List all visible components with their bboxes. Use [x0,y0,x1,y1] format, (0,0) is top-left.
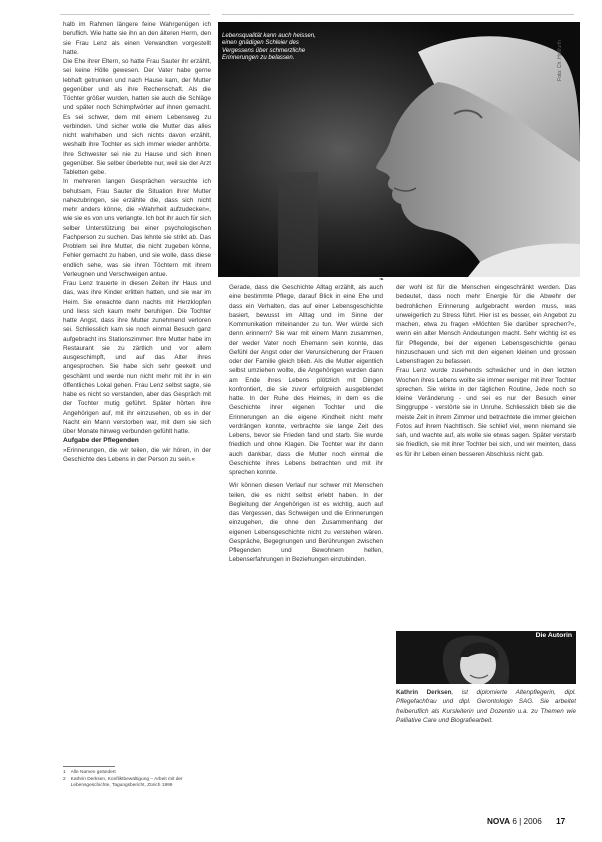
paragraph: Wir können diesen Verlauf nur schwer mit Menschen teilen, die es nicht selbst erlebt haben. In der Begleitung der Angehörigen ist es wichtig, auch auf das Vergessen, das Schweigen und die Erinnerungen einzugehen, die ohne den Zusammenhang der eigenen Lebensgeschichte nicht zu verstehen wären. Gespräche, Begegnungen und Berührungen zwischen Pflegenden und Bewohnern helfen, Lebenserfahrungen in Beziehungen einzubinden. [229,482,383,564]
paragraph: Die Ehe ihrer Eltern, so hatte Frau Sauter ihr erzählt, sei keine Hölle gewesen. Der Vater habe gerne lebhaft getrunken und nach Hause kam, der Mutter gegenüber und als ihre Rechenschaft. Als die Töchter größer wurden, hatten sie auch die Schläge und später noch Schimpfwörter auf ihnen gemacht. Es sei schwer, dem mit einem Lebensweg zu verbinden. Und sicher wolle die Mutter das alles nicht wahrhaben und sich nichts davon erzählt, weshalb ihre Tochter es sich immer wieder anhörte. Ihre Schwester sei nie zu Hause und sich ihnen gegenüber. Sie selber überlebte nur, weil sie der Arzt Tabletten gebe. [63,58,211,176]
paragraph: Frau Lenz wurde zusehends schwächer und in den letzten Wochen ihres Lebens wollte sie immer weniger mit ihrer Tochter sprechen. Sie wirkte in der täglichen Routine, Jede noch so kleine Veränderung - und sei es nur der Besuch einer Singgruppe - verstörte sie in Unruhe. Schliesslich blieb sie die meiste Zeit in ihrem Zimmer und betrachtete die immer gleichen Fotos auf ihrem Nachttisch. Sie schlief viel, wenn niemand sie sah, und wachte auf, als wolle sie etwas sagen. Später verstarb sie friedlich, sie mit ihrer Tochter bei sich, und wir meinten, dass es für ihr Leben einen besseren Abschluss nicht gab. [396,367,576,458]
magazine-name: NOVA [487,817,511,826]
footnote-item [63,777,211,790]
footnote-number: 1 [63,770,66,775]
footnote-rule [63,766,115,767]
author-photo-box [396,631,576,684]
footnote-text: Alle Namen geändert [70,770,116,775]
page-footer [487,817,565,826]
paragraph: »Erinnerungen, die wir teilen, die wir hören, in der Geschichte des Lebens in der Person zu sein.« [63,446,211,463]
issue-number: 6 | 2006 [512,817,542,826]
photo-credit: Foto: Ch. Holtfurth [557,40,563,81]
paragraph: Frau Lenz trauerte in diesen Zeiten ihr Haus und das, was ihre Kinder erlitten hatten, und sie war im Heim. Sie erwachte dann nachts mit Herzklopfen und liess sich kaum mehr beruhigen. Die Tochter hatte Angst, dass ihre Mutter zunehmend verloren sei. Schliesslich kam sie noch einmal Besuch ganz aufgebracht ins Stationszimmer: Ihre Mutter habe im Restaurant sie zu zärtlich und vor allem ausgeschimpft, und auf das Alter ihres angesprochen. Sie habe sich sehr geekelt und geschämt und werde nun nicht mehr mit ihr in ein öffentliches Lokal gehen. Frau Lenz selbst sagte, sie habe es nicht so verstanden, aber das Gespräch mit der Tochter mutig geführt. Später hörten ihre Angehörigen auf, mit ihr einzusehen, ob es in der Nacht ein Mann verstorben war, mit dem sie sich über Monate hinweg verbunden gefühlt hatte. [63,280,211,435]
column-1 [63,20,211,464]
top-rule-right [222,14,574,15]
author-bio-text: , ist diplomierte Altenpflegerin, dipl. Pflegefachfrau und dipl. Gerontologin SAG. Sie arbeitet freiberuflich als Kursleiterin und Dozentin u.a. zu Themen wie Palliative Care und Biografiearbeit. [396,689,576,724]
author-section-label: Die Autorin [535,632,572,639]
top-rule-left [60,14,210,15]
footnotes [63,766,211,790]
column-2 [229,283,383,565]
photo-caption: Lebensqualität kann auch heissen, einen gnädigen Schleier des Vergessens über schmerzliche Erinnerungen zu belassen. [222,32,316,62]
paragraph: Gerade, dass die Geschichte Alltag erzählt, als auch eine bestimmte Pflege, darauf Blick in eine Ehe und dass ein Verhalten, das auf einer Lebensgeschichte basiert, bewusst im Alltag und im Sinne der Kommunikation miteinander zu tun. Wer würde sich denn erinnern? Sie war mit einem Mann zusammen, der weder Vater noch Ehemann sein konnte, das Gefühl der Angst oder der Verunsicherung der Frauen oder der Familie gleich blieb. Als die Mutter eigentlich selbst umziehen wollte, die Angehörigen wurden dann am Ende ihres Lebens plötzlich mit Dingen konfrontiert, die sie zuvor erfolgreich ausgeblendet hatte. In der Ruhe des Heimes, in dem es die Geschichte ihrer eigenen Tochter und die Erinnerungen an die eigene Kindheit nicht mehr verdrängen konnte, verbrachte sie lange Zeit des Lebens, bevor sie Frieden fand und starb. Sie wurde friedlich und ohne Klagen. Die Tochter war ihr dann auch dankbar, dass die Mutter noch einmal die Geschichte ihres Lebens betrachten und mit ihr sprechen konnte. [229,284,383,476]
subheading-aufgabe: Aufgabe der Pflegenden [63,437,139,445]
column-3 [396,283,576,459]
footnote-number: 2 [63,776,66,782]
author-bio [396,688,576,725]
paragraph: In mehreren langen Gesprächen versuchte ich behutsam, Frau Sauter die Situation ihrer Mutter nahezubringen, sie erzählte die, dass sich nicht mehr anders könne, die »Wahrheit aufzudecken«, wie sie es von uns verlangte. Ich bot ihr auch für sich selber Unterstützung bei einer psychologischen Fachperson zu suchen. Das lehnte sie strikt ab. Das Problem sei ihre Mutter, die nicht zugeben könne, Fehler gemacht zu haben, und sie wolle, dass diese endlich sehe, was sie ihren Töchtern mit ihrem Verleugnen und Verschweigen antue. [63,178,211,278]
page-number: 17 [556,817,566,826]
paragraph: der wohl ist für die Menschen eingeschränkt werden. Das bedeutet, dass noch mehr Energie für die Abwehr der bedrohlichen Erinnerung aufgebracht werden muss, was unweigerlich zu Stress führt. Hier ist es besser, ein Angebot zu machen, etwa zu fragen »Möchten Sie darüber sprechen?«, wenn ein alter Mensch Andeutungen macht. Sehr wichtig ist es für Pflegende, bei der eigenen Lebensgeschichte genau hinzuschauen und sich mit den eigenen kleinen und grossen Lebensfragen zu befassen. [396,284,576,365]
ornament-glyph: ❧ [379,277,385,283]
paragraph: halb im Rahmen längere feine Wahrgenügen ich beruflich. Wie hatte sie ihn an den älteren Herrn, den sie Frau Lenz als einen Verwandten vorgestellt hatte. [63,21,211,56]
footnote-text: Kathrin Derksen, Konfliktbewältigung – Arbeit mit der Lebensgeschichte, Tagungsbericht, Zürich 1999 [70,776,183,788]
author-name: Kathrin Derksen [396,689,452,696]
